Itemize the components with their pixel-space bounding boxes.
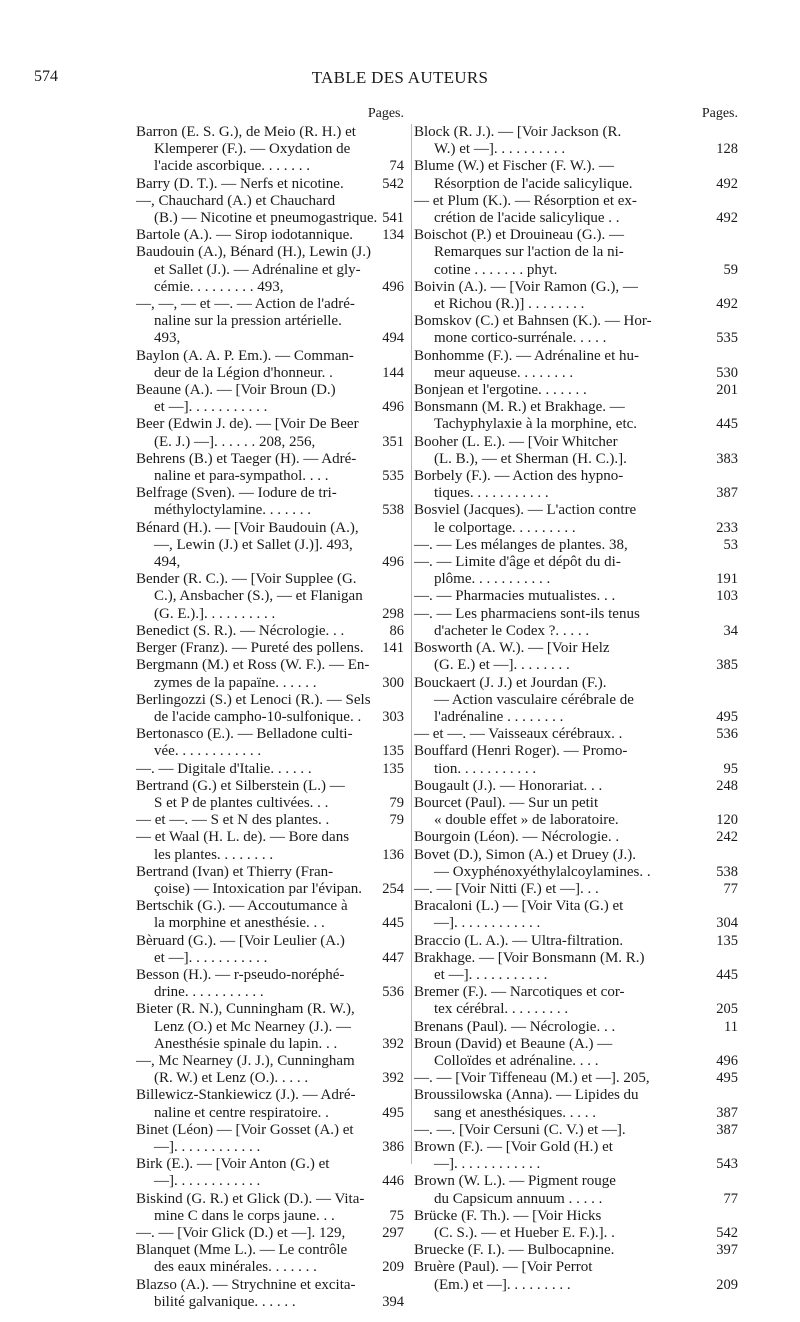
entry-line: Bruecke (F. I.). — Bulbocapnine. xyxy=(414,1242,615,1259)
entry-line: mine C dans le corps jaune. . . xyxy=(154,1207,335,1224)
entry-line: —. —. [Voir Cersuni (C. V.) et —]. xyxy=(414,1121,626,1138)
entry-line: Bomskov (C.) et Bahnsen (K.). — Hor- xyxy=(414,313,652,330)
index-entry xyxy=(414,1122,738,1139)
entry-line: Booher (L. E.). — [Voir Whitcher xyxy=(414,433,618,450)
entry-line: Bertrand (Ivan) et Thierry (Fran- xyxy=(136,863,334,880)
page-reference: 53 xyxy=(721,537,739,554)
page-reference: 77 xyxy=(721,881,739,898)
entry-line: Bergmann (M.) et Ross (W. F.). — En- xyxy=(136,657,370,674)
entry-line: (B.) — Nicotine et pneumogastrique. xyxy=(154,210,378,227)
page-reference: 387 xyxy=(713,485,738,502)
entry-line: sang et anesthésiques. . . . . xyxy=(434,1104,597,1121)
page-reference: 542 xyxy=(379,176,404,193)
entry-line: Barron (E. S. G.), de Meio (R. H.) et xyxy=(136,124,356,140)
entry-line: Bertonasco (E.). — Belladone culti- xyxy=(136,726,353,743)
page-reference: 191 xyxy=(713,571,738,588)
entry-line: çoise) — Intoxication par l'évipan. xyxy=(154,880,363,897)
index-entry xyxy=(414,778,738,795)
entry-line: Blume (W.) et Fischer (F. W.). — xyxy=(414,158,614,175)
index-entry xyxy=(414,829,738,846)
index-entry xyxy=(136,244,404,296)
index-entry xyxy=(414,1139,738,1173)
index-entry xyxy=(136,898,404,932)
entry-line: Barry (D. T.). — Nerfs et nicotine. xyxy=(136,175,344,192)
entry-line: Anesthésie spinale du lapin. . . xyxy=(154,1035,338,1052)
entry-line: — et —. — S et N des plantes. . xyxy=(136,812,330,829)
entry-line: —]. . . . . . . . . . . . xyxy=(434,1156,541,1173)
entry-line: naline et para-sympathol. . . . xyxy=(154,468,329,485)
entry-line: d'acheter le Codex ?. . . . . xyxy=(434,622,590,639)
entry-line: bilité galvanique. . . . . . xyxy=(154,1293,296,1310)
entry-line: Behrens (B.) et Taeger (H). — Adré- xyxy=(136,450,357,467)
index-entry xyxy=(414,434,738,468)
entry-line: Boischot (P.) et Drouineau (G.). — xyxy=(414,227,624,244)
left-column xyxy=(136,104,404,1311)
index-entry xyxy=(136,451,404,485)
entry-line: —]. . . . . . . . . . . . xyxy=(434,915,541,932)
page-reference: 496 xyxy=(379,554,404,571)
entry-line: la morphine et anesthésie. . . xyxy=(154,915,325,932)
page-reference: 141 xyxy=(379,640,404,657)
entry-line: 493, xyxy=(154,330,181,347)
index-entry xyxy=(414,1070,738,1087)
index-entry xyxy=(414,554,738,588)
page-reference: 496 xyxy=(713,1053,738,1070)
entry-line: Résorption de l'acide salicylique. xyxy=(434,175,633,192)
index-entry xyxy=(414,158,738,192)
index-entry xyxy=(136,761,404,778)
page-reference: 74 xyxy=(387,158,405,175)
entry-line: Billewicz-Stankiewicz (J.). — Adré- xyxy=(136,1087,356,1104)
index-entry xyxy=(414,1087,738,1121)
entry-line: cotine . . . . . . . phyt. xyxy=(434,261,558,278)
page-reference: 298 xyxy=(379,606,404,623)
entry-line: —. — Digitale d'Italie. . . . . . xyxy=(136,760,312,777)
index-entry xyxy=(136,193,404,227)
entry-line: Colloïdes et adrénaline. . . . xyxy=(434,1052,599,1069)
page-reference: 542 xyxy=(713,1225,738,1242)
pages-heading: Pages. xyxy=(701,106,738,121)
entry-line: meur aqueuse. . . . . . . . xyxy=(434,364,574,381)
index-entry xyxy=(136,1156,404,1190)
entry-line: S et P de plantes cultivées. . . xyxy=(154,794,329,811)
entry-line: Brenans (Paul). — Nécrologie. . . xyxy=(414,1018,616,1035)
page-reference: 209 xyxy=(379,1259,404,1276)
page-reference: 95 xyxy=(721,761,739,778)
entry-line: Bourgoin (Léon). — Nécrologie. . xyxy=(414,829,620,846)
entry-line: Bosworth (A. W.). — [Voir Helz xyxy=(414,640,610,657)
page-reference: 135 xyxy=(379,761,404,778)
index-entry xyxy=(136,967,404,1001)
entry-line: les plantes. . . . . . . . xyxy=(154,846,274,863)
pages-heading: Pages. xyxy=(367,106,404,121)
entry-line: —. — Limite d'âge et dépôt du di- xyxy=(414,554,621,571)
index-entry xyxy=(414,743,738,777)
entry-line: (G. E.) et —]. . . . . . . . xyxy=(434,657,570,674)
entry-line: Bartole (A.). — Sirop iodotannique. xyxy=(136,227,354,244)
page-reference: 536 xyxy=(379,984,404,1001)
entry-line: Bovet (D.), Simon (A.) et Druey (J.). xyxy=(414,846,637,863)
page-header xyxy=(0,68,800,92)
entry-line: zymes de la papaïne. . . . . . xyxy=(154,674,317,691)
index-entry xyxy=(414,279,738,313)
page-reference: 120 xyxy=(713,812,738,829)
page-reference: 134 xyxy=(379,227,404,244)
entry-line: du Capsicum annuum . . . . . xyxy=(434,1190,603,1207)
page-reference: 79 xyxy=(387,795,405,812)
entry-line: Remarques sur l'action de la ni- xyxy=(434,244,624,261)
index-entry xyxy=(414,881,738,898)
page-reference: 209 xyxy=(713,1277,738,1294)
entry-line: Bèruard (G.). — [Voir Leulier (A.) xyxy=(136,932,345,949)
index-entry xyxy=(414,382,738,399)
entry-line: — et Plum (K.). — Résorption et ex- xyxy=(414,192,637,209)
index-entry xyxy=(414,950,738,984)
entry-line: deur de la Légion d'honneur. . xyxy=(154,364,333,381)
page-reference: 535 xyxy=(379,468,404,485)
page-reference: 496 xyxy=(379,399,404,416)
page-reference: 77 xyxy=(721,1191,739,1208)
entry-line: Blanquet (Mme L.). — Le contrôle xyxy=(136,1242,348,1259)
entry-line: —. — Les pharmaciens sont-ils tenus xyxy=(414,605,640,622)
entry-line: Binet (Léon) — [Voir Gosset (A.) et xyxy=(136,1121,354,1138)
entry-line: tiques. . . . . . . . . . . xyxy=(434,485,549,502)
entry-line: Lenz (O.) et Mc Nearney (J.). — xyxy=(154,1018,351,1035)
index-entry xyxy=(414,606,738,640)
entry-line: (G. E.).]. . . . . . . . . . xyxy=(154,605,276,622)
left-entries xyxy=(136,124,404,1311)
index-entry xyxy=(136,1242,404,1276)
entry-line: W.) et —]. . . . . . . . . . xyxy=(434,141,566,158)
index-entry xyxy=(414,984,738,1018)
entry-line: vée. . . . . . . . . . . . xyxy=(154,743,262,760)
page-reference: 86 xyxy=(387,623,405,640)
entry-line: plôme. . . . . . . . . . . xyxy=(434,571,551,588)
index-entry xyxy=(136,726,404,760)
page-reference: 201 xyxy=(713,382,738,399)
entry-line: (C. S.). — et Hueber E. F.).]. . xyxy=(434,1225,615,1241)
entry-line: (Em.) et —]. . . . . . . . . xyxy=(434,1276,571,1293)
entry-line: et —]. . . . . . . . . . . xyxy=(154,949,268,966)
entry-line: —]. . . . . . . . . . . . xyxy=(154,1173,261,1190)
index-entry xyxy=(136,1191,404,1225)
page-reference: 144 xyxy=(379,365,404,382)
index-entry xyxy=(136,657,404,691)
entry-line: —, Mc Nearney (J. J.), Cunningham xyxy=(136,1052,355,1069)
page-reference: 387 xyxy=(713,1122,738,1139)
entry-line: Bruère (Paul). — [Voir Perrot xyxy=(414,1259,593,1276)
right-column xyxy=(414,104,738,1294)
page-reference: 394 xyxy=(379,1294,404,1311)
page-reference: 11 xyxy=(721,1019,738,1036)
page-reference: 538 xyxy=(379,502,404,519)
index-entry xyxy=(414,640,738,674)
index-entry xyxy=(136,382,404,416)
entry-line: Boivin (A.). — [Voir Ramon (G.), — xyxy=(414,278,638,295)
entry-line: Besson (H.). — r-pseudo-noréphé- xyxy=(136,966,345,983)
entry-line: Benedict (S. R.). — Nécrologie. . . xyxy=(136,622,345,639)
entry-line: Block (R. J.). — [Voir Jackson (R. xyxy=(414,124,622,140)
entry-line: Birk (E.). — [Voir Anton (G.) et xyxy=(136,1156,330,1173)
page-reference: 385 xyxy=(713,657,738,674)
entry-line: —. — [Voir Tiffeneau (M.) et —]. 205, xyxy=(414,1070,650,1087)
entry-line: —. — Les mélanges de plantes. 38, xyxy=(414,536,628,553)
page-reference: 303 xyxy=(379,709,404,726)
index-entry xyxy=(136,296,404,348)
entry-line: cémie. . . . . . . . . 493, xyxy=(154,278,284,295)
index-entry xyxy=(414,227,738,279)
page-reference: 75 xyxy=(387,1208,405,1225)
entry-line: — Oxyphénoxyéthylalcoylamines. . xyxy=(434,863,651,880)
index-entry xyxy=(414,399,738,433)
entry-line: Bertrand (G.) et Silberstein (L.) — xyxy=(136,777,345,794)
page-reference: 445 xyxy=(713,967,738,984)
entry-line: Bieter (R. N.), Cunningham (R. W.), xyxy=(136,1001,355,1018)
entry-line: Bouffard (Henri Roger). — Promo- xyxy=(414,743,628,760)
index-entry xyxy=(414,313,738,347)
page-reference: 304 xyxy=(713,915,738,932)
entry-line: et Richou (R.)] . . . . . . . . xyxy=(434,296,585,313)
page-reference: 446 xyxy=(379,1173,404,1190)
index-entry xyxy=(414,1019,738,1036)
entry-line: Bertschik (G.). — Accoutumance à xyxy=(136,898,348,915)
page-reference: 387 xyxy=(713,1105,738,1122)
entry-line: tex cérébral. . . . . . . . . xyxy=(434,1001,569,1018)
page-reference: 543 xyxy=(713,1156,738,1173)
entry-line: Beer (Edwin J. de). — [Voir De Beer xyxy=(136,416,359,433)
entry-line: le colportage. . . . . . . . . xyxy=(434,519,576,536)
index-entry xyxy=(414,537,738,554)
entry-line: Brown (W. L.). — Pigment rouge xyxy=(414,1173,616,1190)
entry-line: Brakhage. — [Voir Bonsmann (M. R.) xyxy=(414,949,645,966)
index-entry xyxy=(136,1122,404,1156)
entry-line: Broussilowska (Anna). — Lipides du xyxy=(414,1087,639,1104)
entry-line: Bourcet (Paul). — Sur un petit xyxy=(414,794,599,811)
index-entry xyxy=(414,1242,738,1259)
right-entries xyxy=(414,124,738,1294)
index-entry xyxy=(414,1036,738,1070)
entry-line: Baylon (A. A. P. Em.). — Comman- xyxy=(136,347,354,364)
page-reference: 541 xyxy=(379,210,404,227)
index-entry xyxy=(136,571,404,623)
index-entry xyxy=(136,124,404,176)
page-reference: 297 xyxy=(379,1225,404,1242)
index-entry xyxy=(414,795,738,829)
page-reference: 392 xyxy=(379,1070,404,1087)
entry-line: Tachyphylaxie à la morphine, etc. xyxy=(434,416,638,433)
entry-line: —, Chauchard (A.) et Chauchard xyxy=(136,192,336,209)
entry-line: crétion de l'acide salicylique . . xyxy=(434,210,620,227)
index-entry xyxy=(414,847,738,881)
entry-line: Brown (F.). — [Voir Gold (H.) et xyxy=(414,1138,613,1155)
entry-line: (E. J.) —]. . . . . . 208, 256, xyxy=(154,433,316,450)
entry-line: Bouckaert (J. J.) et Jourdan (F.). xyxy=(414,674,607,691)
page-reference: 445 xyxy=(713,416,738,433)
index-entry xyxy=(136,485,404,519)
entry-line: Biskind (G. R.) et Glick (D.). — Vita- xyxy=(136,1190,365,1207)
page-reference: 447 xyxy=(379,950,404,967)
page-reference: 135 xyxy=(713,933,738,950)
index-entry xyxy=(136,864,404,898)
entry-line: —. — [Voir Nitti (F.) et —]. . . xyxy=(414,880,599,897)
index-entry xyxy=(414,588,738,605)
index-entry xyxy=(414,1173,738,1207)
entry-line: l'adrénaline . . . . . . . . xyxy=(434,708,564,725)
page-reference: 254 xyxy=(379,881,404,898)
index-entry xyxy=(136,1001,404,1053)
page-reference: 59 xyxy=(721,262,739,279)
page-reference: 386 xyxy=(379,1139,404,1156)
index-entry xyxy=(414,124,738,158)
entry-line: Bracaloni (L.) — [Voir Vita (G.) et xyxy=(414,898,624,915)
entry-line: Bonjean et l'ergotine. . . . . . . xyxy=(414,382,587,399)
page-reference: 397 xyxy=(713,1242,738,1259)
column-divider xyxy=(411,124,412,1164)
entry-line: Klemperer (F.). — Oxydation de xyxy=(154,141,351,158)
entry-line: tion. . . . . . . . . . . xyxy=(434,760,537,777)
page-reference: 536 xyxy=(713,726,738,743)
index-entry xyxy=(136,933,404,967)
index-entry xyxy=(136,692,404,726)
page-reference: 535 xyxy=(713,330,738,347)
index-entry xyxy=(414,468,738,502)
entry-line: 494, xyxy=(154,554,181,571)
entry-line: (L. B.), — et Sherman (H. C.).]. xyxy=(434,450,627,467)
page-reference: 392 xyxy=(379,1036,404,1053)
index-entry xyxy=(414,726,738,743)
entry-line: Blazso (A.). — Strychnine et excita- xyxy=(136,1276,356,1293)
running-title: TABLE DES AUTEURS xyxy=(311,68,489,87)
index-entry xyxy=(414,348,738,382)
index-entry xyxy=(136,778,404,812)
index-entry xyxy=(414,675,738,727)
page-reference: 233 xyxy=(713,520,738,537)
index-entry xyxy=(136,1277,404,1311)
entry-line: —]. . . . . . . . . . . . xyxy=(154,1138,261,1155)
page-reference: 128 xyxy=(713,141,738,158)
entry-line: et Sallet (J.). — Adrénaline et gly- xyxy=(154,261,361,278)
entry-line: Bosviel (Jacques). — L'action contre xyxy=(414,502,637,519)
entry-line: Beaune (A.). — [Voir Broun (D.) xyxy=(136,382,336,399)
entry-line: Bougault (J.). — Honorariat. . . xyxy=(414,777,603,794)
entry-line: — Action vasculaire cérébrale de xyxy=(434,691,634,708)
index-entry xyxy=(136,640,404,657)
entry-line: et —]. . . . . . . . . . . xyxy=(434,966,548,983)
entry-line: Berlingozzi (S.) et Lenoci (R.). — Sels xyxy=(136,691,371,708)
index-entry xyxy=(136,176,404,193)
page-reference: 248 xyxy=(713,778,738,795)
page-reference: 495 xyxy=(713,1070,738,1087)
entry-line: Bénard (H.). — [Voir Baudouin (A.), xyxy=(136,519,359,536)
entry-line: (R. W.) et Lenz (O.). . . . . xyxy=(154,1070,309,1087)
entry-line: de l'acide campho-10-sulfonique. . xyxy=(154,708,362,725)
entry-line: Berger (Franz). — Pureté des pollens. xyxy=(136,640,364,657)
page-reference: 300 xyxy=(379,675,404,692)
entry-line: naline et centre respiratoire. . xyxy=(154,1104,329,1121)
entry-line: et —]. . . . . . . . . . . xyxy=(154,399,268,416)
index-entry xyxy=(136,812,404,829)
entry-line: —, Lewin (J.) et Sallet (J.)]. 493, xyxy=(154,536,353,553)
index-entry xyxy=(136,520,404,572)
index-entry xyxy=(414,898,738,932)
entry-line: l'acide ascorbique. . . . . . . xyxy=(154,158,310,175)
index-entry xyxy=(414,933,738,950)
entry-line: Belfrage (Sven). — Iodure de tri- xyxy=(136,485,337,502)
page-reference: 445 xyxy=(379,915,404,932)
page-reference: 383 xyxy=(713,451,738,468)
entry-line: Bender (R. C.). — [Voir Supplee (G. xyxy=(136,571,357,588)
entry-line: Bremer (F.). — Narcotiques et cor- xyxy=(414,984,625,1001)
page-reference: 135 xyxy=(379,743,404,760)
page-reference: 34 xyxy=(721,623,739,640)
page-reference: 205 xyxy=(713,1001,738,1018)
entry-line: — et —. — Vaisseaux cérébraux. . xyxy=(414,726,623,743)
entry-line: —. — [Voir Glick (D.) et —]. 129, xyxy=(136,1225,346,1241)
entry-line: Brücke (F. Th.). — [Voir Hicks xyxy=(414,1207,602,1224)
entry-line: —, —, — et —. — Action de l'adré- xyxy=(136,296,355,313)
entry-line: des eaux minérales. . . . . . . xyxy=(154,1259,317,1276)
entry-line: « double effet » de laboratoire. xyxy=(434,812,619,829)
page-reference: 136 xyxy=(379,847,404,864)
entry-line: méthyloctylamine. . . . . . . xyxy=(154,502,312,519)
entry-line: Braccio (L. A.). — Ultra-filtration. xyxy=(414,932,624,949)
index-entry xyxy=(414,1259,738,1293)
index-entry xyxy=(414,1208,738,1242)
page-reference: 538 xyxy=(713,864,738,881)
index-entry xyxy=(136,416,404,450)
index-entry xyxy=(414,193,738,227)
page-reference: 103 xyxy=(713,588,738,605)
entry-line: Bonsmann (M. R.) et Brakhage. — xyxy=(414,399,625,416)
entry-line: Broun (David) et Beaune (A.) — xyxy=(414,1035,613,1052)
index-entry xyxy=(414,502,738,536)
index-entry xyxy=(136,1225,404,1242)
index-entry xyxy=(136,227,404,244)
page-reference: 495 xyxy=(379,1105,404,1122)
entry-line: Baudouin (A.), Bénard (H.), Lewin (J.) xyxy=(136,244,371,261)
index-entry xyxy=(136,829,404,863)
page-number: 574 xyxy=(34,68,58,85)
page-reference: 530 xyxy=(713,365,738,382)
entry-line: Borbely (F.). — Action des hypno- xyxy=(414,468,624,485)
page-reference: 242 xyxy=(713,829,738,846)
page-reference: 79 xyxy=(387,812,405,829)
entry-line: C.), Ansbacher (S.), — et Flanigan xyxy=(154,588,363,605)
index-entry xyxy=(136,348,404,382)
index-entry xyxy=(136,1087,404,1121)
entry-line: mone cortico-surrénale. . . . . xyxy=(434,330,607,347)
index-entry xyxy=(136,623,404,640)
entry-line: drine. . . . . . . . . . . xyxy=(154,984,264,1001)
index-entry xyxy=(136,1053,404,1087)
entry-line: —. — Pharmacies mutualistes. . . xyxy=(414,588,616,605)
page-reference: 492 xyxy=(713,210,738,227)
entry-line: naline sur la pression artérielle. xyxy=(154,313,342,330)
page-reference: 496 xyxy=(379,279,404,296)
page-reference: 495 xyxy=(713,709,738,726)
entry-line: Bonhomme (F.). — Adrénaline et hu- xyxy=(414,347,640,364)
page-reference: 494 xyxy=(379,330,404,347)
page-reference: 492 xyxy=(713,176,738,193)
entry-line: — et Waal (H. L. de). — Bore dans xyxy=(136,829,350,846)
page-reference: 492 xyxy=(713,296,738,313)
page-reference: 351 xyxy=(379,434,404,451)
